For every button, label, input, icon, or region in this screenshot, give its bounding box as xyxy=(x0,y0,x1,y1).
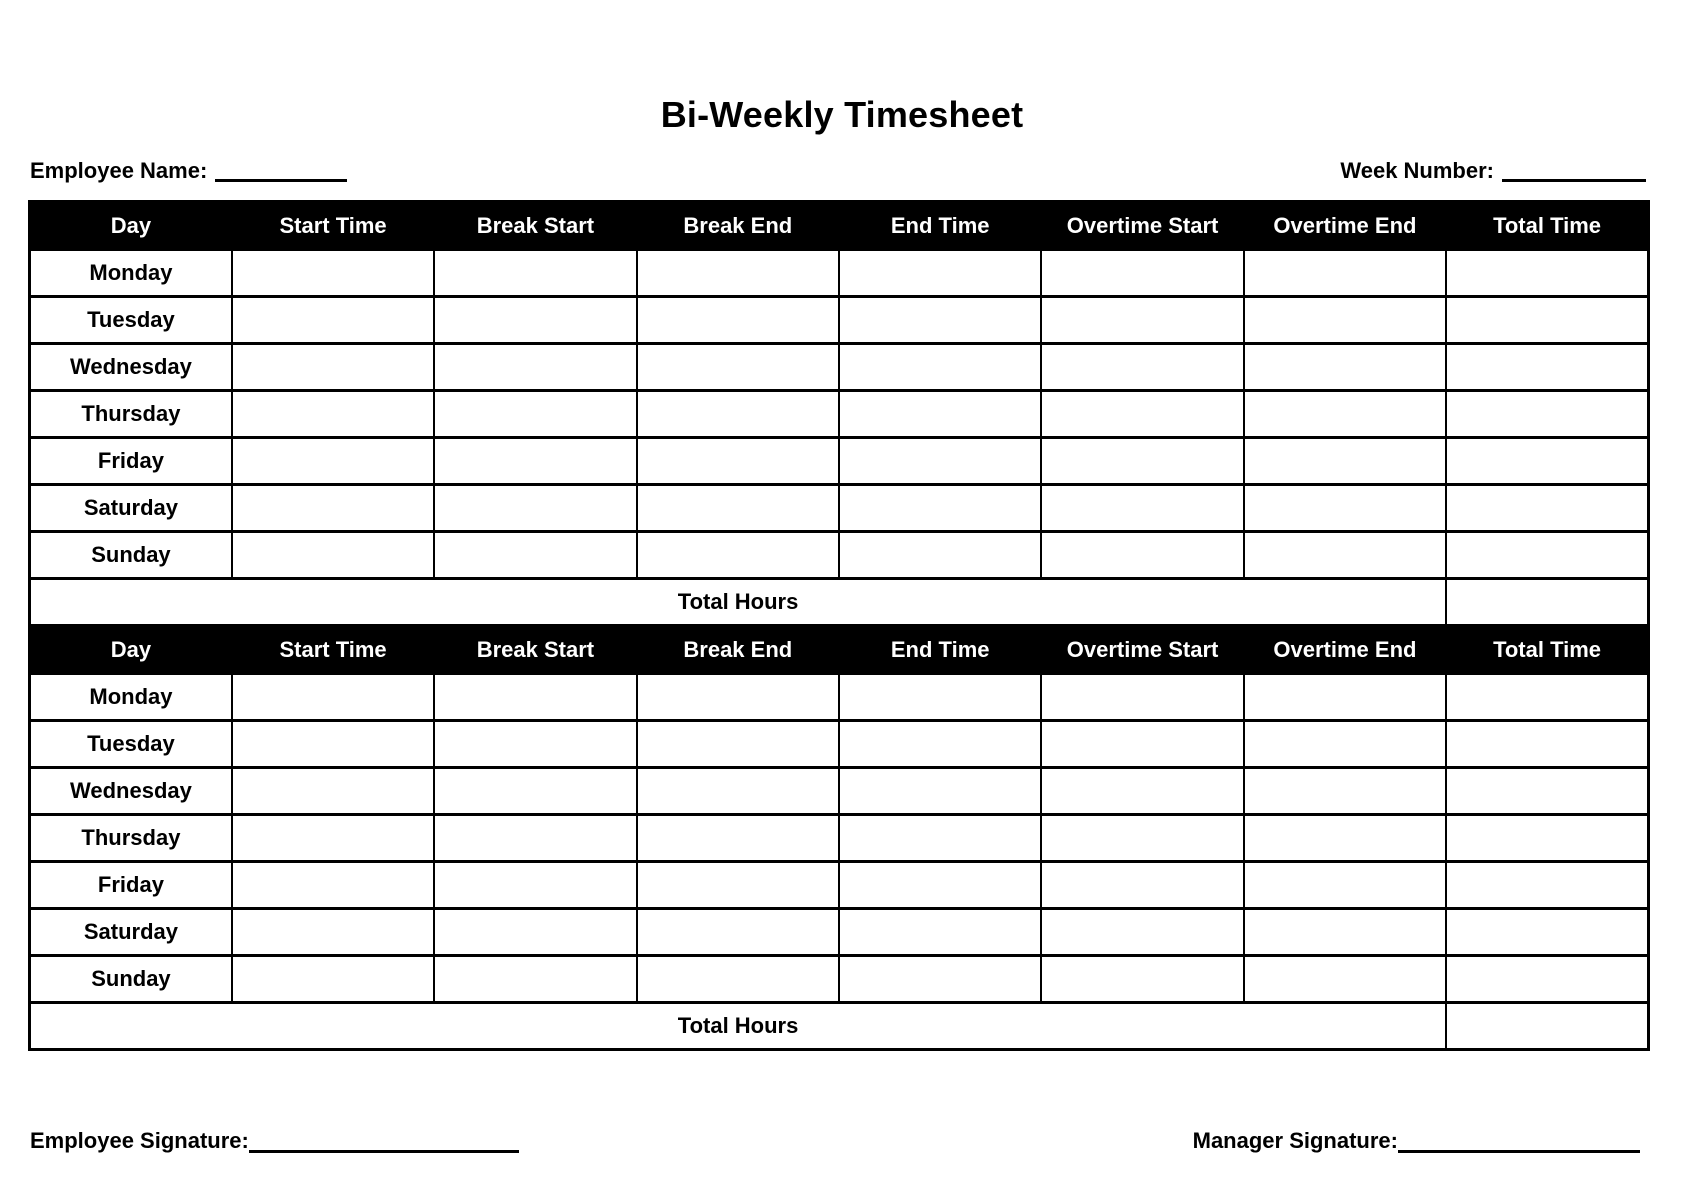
week1-day-row xyxy=(30,391,1649,438)
time-entry-cell[interactable] xyxy=(434,297,636,344)
time-entry-cell[interactable] xyxy=(1244,768,1446,815)
week2-day-row xyxy=(30,815,1649,862)
time-entry-cell[interactable] xyxy=(434,862,636,909)
time-entry-cell[interactable] xyxy=(1244,862,1446,909)
column-header-break-end: Break End xyxy=(637,202,839,250)
week1-day-row xyxy=(30,250,1649,297)
week1-day-row xyxy=(30,438,1649,485)
time-entry-cell[interactable] xyxy=(1041,862,1243,909)
time-entry-cell[interactable] xyxy=(434,721,636,768)
column-header-day: Day xyxy=(30,202,232,250)
time-entry-cell[interactable] xyxy=(839,768,1041,815)
time-entry-cell[interactable] xyxy=(1244,532,1446,579)
time-entry-cell[interactable] xyxy=(1041,297,1243,344)
time-entry-cell[interactable] xyxy=(1244,250,1446,297)
time-entry-cell[interactable] xyxy=(434,768,636,815)
column-header-overtime-end: Overtime End xyxy=(1244,202,1446,250)
week-number-field xyxy=(1340,158,1646,184)
time-entry-cell[interactable] xyxy=(1446,956,1648,1003)
day-label: Saturday xyxy=(30,909,232,956)
time-entry-cell[interactable] xyxy=(637,674,839,721)
timesheet-table xyxy=(28,200,1650,1051)
time-entry-cell[interactable] xyxy=(839,956,1041,1003)
week2-day-row xyxy=(30,862,1649,909)
time-entry-cell[interactable] xyxy=(637,768,839,815)
column-header-overtime-end: Overtime End xyxy=(1244,626,1446,674)
time-entry-cell[interactable] xyxy=(1244,909,1446,956)
column-header-total-time: Total Time xyxy=(1446,626,1648,674)
employee-name-label: Employee Name: xyxy=(30,158,208,183)
time-entry-cell[interactable] xyxy=(232,956,434,1003)
column-header-break-end: Break End xyxy=(637,626,839,674)
page-title: Bi-Weekly Timesheet xyxy=(660,94,1024,135)
time-entry-cell[interactable] xyxy=(434,674,636,721)
week2-day-row xyxy=(30,956,1649,1003)
time-entry-cell[interactable] xyxy=(1041,768,1243,815)
time-entry-cell[interactable] xyxy=(839,909,1041,956)
day-label: Monday xyxy=(30,674,232,721)
time-entry-cell[interactable] xyxy=(1244,674,1446,721)
day-label: Saturday xyxy=(30,485,232,532)
time-entry-cell[interactable] xyxy=(839,815,1041,862)
time-entry-cell[interactable] xyxy=(637,815,839,862)
column-header-overtime-start: Overtime Start xyxy=(1041,202,1243,250)
employee-name-blank[interactable] xyxy=(215,159,347,182)
week2-header-row xyxy=(30,626,1649,674)
time-entry-cell[interactable] xyxy=(232,297,434,344)
employee-signature-field xyxy=(30,1128,519,1154)
time-entry-cell[interactable] xyxy=(637,438,839,485)
day-label: Wednesday xyxy=(30,768,232,815)
week2-day-row xyxy=(30,768,1649,815)
total-hours-value-cell[interactable] xyxy=(1446,1003,1648,1050)
time-entry-cell[interactable] xyxy=(1244,485,1446,532)
column-header-break-start: Break Start xyxy=(434,202,636,250)
time-entry-cell[interactable] xyxy=(232,815,434,862)
total-hours-value-cell[interactable] xyxy=(1446,579,1648,626)
day-label: Tuesday xyxy=(30,297,232,344)
time-entry-cell[interactable] xyxy=(434,532,636,579)
column-header-total-time: Total Time xyxy=(1446,202,1648,250)
time-entry-cell[interactable] xyxy=(1446,344,1648,391)
time-entry-cell[interactable] xyxy=(1244,391,1446,438)
week1-header-row xyxy=(30,202,1649,250)
time-entry-cell[interactable] xyxy=(637,956,839,1003)
time-entry-cell[interactable] xyxy=(1041,438,1243,485)
time-entry-cell[interactable] xyxy=(839,344,1041,391)
time-entry-cell[interactable] xyxy=(1446,485,1648,532)
time-entry-cell[interactable] xyxy=(1041,532,1243,579)
week-number-label: Week Number: xyxy=(1340,158,1494,183)
time-entry-cell[interactable] xyxy=(232,250,434,297)
time-entry-cell[interactable] xyxy=(637,909,839,956)
day-label: Thursday xyxy=(30,815,232,862)
column-header-day: Day xyxy=(30,626,232,674)
time-entry-cell[interactable] xyxy=(637,862,839,909)
time-entry-cell[interactable] xyxy=(839,391,1041,438)
time-entry-cell[interactable] xyxy=(1244,297,1446,344)
time-entry-cell[interactable] xyxy=(232,485,434,532)
time-entry-cell[interactable] xyxy=(637,297,839,344)
total-hours-label: Total Hours xyxy=(30,579,1447,626)
time-entry-cell[interactable] xyxy=(637,391,839,438)
time-entry-cell[interactable] xyxy=(839,862,1041,909)
column-header-start-time: Start Time xyxy=(232,626,434,674)
column-header-end-time: End Time xyxy=(839,202,1041,250)
time-entry-cell[interactable] xyxy=(434,250,636,297)
time-entry-cell[interactable] xyxy=(1041,721,1243,768)
time-entry-cell[interactable] xyxy=(1244,721,1446,768)
week1-total-row xyxy=(30,579,1649,626)
column-header-start-time: Start Time xyxy=(232,202,434,250)
day-label: Wednesday xyxy=(30,344,232,391)
time-entry-cell[interactable] xyxy=(839,532,1041,579)
employee-signature-label: Employee Signature: xyxy=(30,1128,249,1153)
time-entry-cell[interactable] xyxy=(1244,344,1446,391)
time-entry-cell[interactable] xyxy=(232,532,434,579)
time-entry-cell[interactable] xyxy=(637,344,839,391)
week1-day-row xyxy=(30,344,1649,391)
time-entry-cell[interactable] xyxy=(637,250,839,297)
week2-day-row xyxy=(30,674,1649,721)
time-entry-cell[interactable] xyxy=(1446,721,1648,768)
week1-day-row xyxy=(30,485,1649,532)
time-entry-cell[interactable] xyxy=(839,250,1041,297)
time-entry-cell[interactable] xyxy=(839,438,1041,485)
column-header-end-time: End Time xyxy=(839,626,1041,674)
time-entry-cell[interactable] xyxy=(637,721,839,768)
time-entry-cell[interactable] xyxy=(1041,344,1243,391)
time-entry-cell[interactable] xyxy=(232,438,434,485)
week1-day-row xyxy=(30,532,1649,579)
employee-signature-line[interactable] xyxy=(249,1130,519,1153)
time-entry-cell[interactable] xyxy=(1446,532,1648,579)
time-entry-cell[interactable] xyxy=(434,815,636,862)
day-label: Sunday xyxy=(30,532,232,579)
time-entry-cell[interactable] xyxy=(434,438,636,485)
time-entry-cell[interactable] xyxy=(1446,768,1648,815)
time-entry-cell[interactable] xyxy=(637,532,839,579)
time-entry-cell[interactable] xyxy=(1446,815,1648,862)
time-entry-cell[interactable] xyxy=(1446,438,1648,485)
day-label: Friday xyxy=(30,862,232,909)
time-entry-cell[interactable] xyxy=(1244,438,1446,485)
time-entry-cell[interactable] xyxy=(839,721,1041,768)
time-entry-cell[interactable] xyxy=(1041,250,1243,297)
time-entry-cell[interactable] xyxy=(434,956,636,1003)
time-entry-cell[interactable] xyxy=(1446,862,1648,909)
time-entry-cell[interactable] xyxy=(232,344,434,391)
time-entry-cell[interactable] xyxy=(232,862,434,909)
day-label: Tuesday xyxy=(30,721,232,768)
time-entry-cell[interactable] xyxy=(839,674,1041,721)
time-entry-cell[interactable] xyxy=(839,297,1041,344)
column-header-overtime-start: Overtime Start xyxy=(1041,626,1243,674)
time-entry-cell[interactable] xyxy=(1041,815,1243,862)
time-entry-cell[interactable] xyxy=(434,344,636,391)
day-label: Sunday xyxy=(30,956,232,1003)
time-entry-cell[interactable] xyxy=(1446,391,1648,438)
time-entry-cell[interactable] xyxy=(1244,956,1446,1003)
time-entry-cell[interactable] xyxy=(232,768,434,815)
manager-signature-line[interactable] xyxy=(1398,1130,1640,1153)
time-entry-cell[interactable] xyxy=(232,721,434,768)
time-entry-cell[interactable] xyxy=(1244,815,1446,862)
week2-day-row xyxy=(30,909,1649,956)
total-hours-label: Total Hours xyxy=(30,1003,1447,1050)
time-entry-cell[interactable] xyxy=(1041,485,1243,532)
manager-signature-label: Manager Signature: xyxy=(1192,1128,1398,1153)
week2-day-row xyxy=(30,721,1649,768)
time-entry-cell[interactable] xyxy=(232,674,434,721)
time-entry-cell[interactable] xyxy=(1446,909,1648,956)
employee-name-field xyxy=(30,158,347,184)
week1-day-row xyxy=(30,297,1649,344)
column-header-break-start: Break Start xyxy=(434,626,636,674)
time-entry-cell[interactable] xyxy=(1041,674,1243,721)
time-entry-cell[interactable] xyxy=(232,909,434,956)
week2-total-row xyxy=(30,1003,1649,1050)
time-entry-cell[interactable] xyxy=(1446,250,1648,297)
time-entry-cell[interactable] xyxy=(1041,909,1243,956)
time-entry-cell[interactable] xyxy=(1041,956,1243,1003)
day-label: Thursday xyxy=(30,391,232,438)
time-entry-cell[interactable] xyxy=(232,391,434,438)
time-entry-cell[interactable] xyxy=(434,485,636,532)
time-entry-cell[interactable] xyxy=(637,485,839,532)
time-entry-cell[interactable] xyxy=(434,909,636,956)
week-number-blank[interactable] xyxy=(1502,159,1646,182)
time-entry-cell[interactable] xyxy=(1446,674,1648,721)
time-entry-cell[interactable] xyxy=(434,391,636,438)
manager-signature-field xyxy=(1193,1128,1640,1154)
day-label: Monday xyxy=(30,250,232,297)
time-entry-cell[interactable] xyxy=(1446,297,1648,344)
time-entry-cell[interactable] xyxy=(1041,391,1243,438)
day-label: Friday xyxy=(30,438,232,485)
time-entry-cell[interactable] xyxy=(839,485,1041,532)
